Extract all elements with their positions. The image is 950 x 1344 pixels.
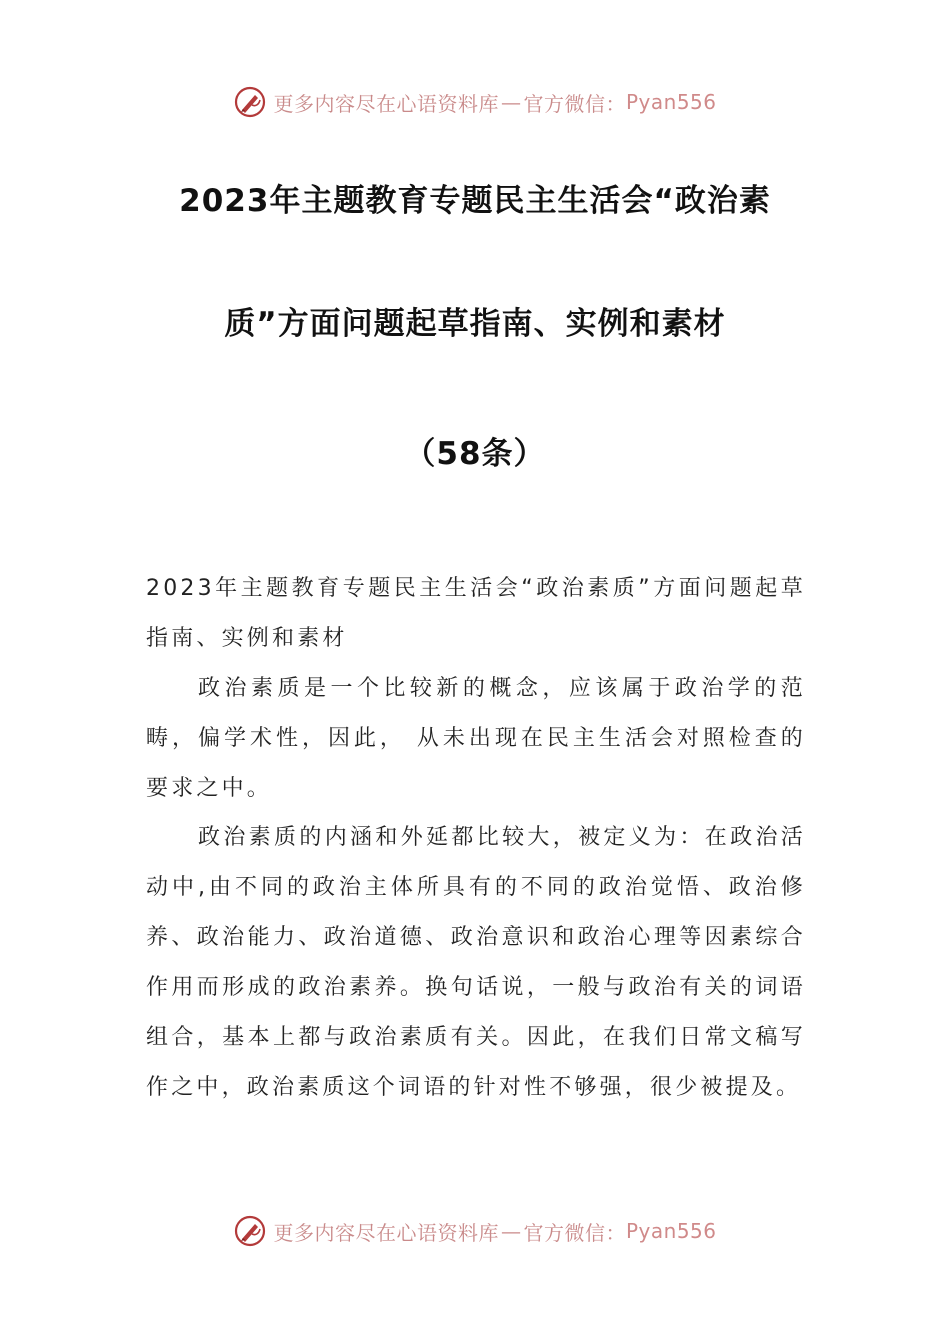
- intro-block: [146, 564, 806, 664]
- header-watermark: [0, 82, 950, 122]
- pen-logo-icon: [233, 1214, 267, 1248]
- body-paragraph-2: 政治素质的内涵和外延都比较大，被定义为：在政治活动中,由不同的政治主体所具有的不同的政治觉悟、政治修养、政治能力、政治道德、政治意识和政治心理等因素综合作用而形成的政治素养。换句话说，一般与政治有关的词语组合，基本上都与政治素质有关。因此，在我们日常文稿写作之中，政治素质这个词语的针对性不够强，很少被提及。: [146, 825, 806, 1100]
- watermark-text: 更多内容尽在心语资料库: [273, 1220, 499, 1245]
- watermark-text: 更多内容尽在心语资料库: [273, 91, 499, 116]
- document-title-line-2: 质”方面问题起草指南、实例和素材: [224, 306, 726, 342]
- watermark-wechat-id: Pyan556: [625, 90, 717, 114]
- document-title-count: （58条）: [404, 436, 546, 472]
- document-title-line-1: 2023年主题教育专题民主生活会“政治素: [179, 183, 771, 219]
- watermark-separator: —: [500, 1219, 522, 1243]
- watermark-wechat-id: Pyan556: [625, 1219, 717, 1243]
- watermark-suffix: 官方微信：: [523, 1220, 626, 1245]
- watermark-separator: —: [500, 90, 522, 114]
- intro-paragraph: 2023年主题教育专题民主生活会“政治素质”方面问题起草指南、实例和素材: [146, 576, 806, 651]
- pen-logo-icon: [233, 85, 267, 119]
- footer-watermark: [0, 1211, 950, 1251]
- paragraph-2-block: [146, 813, 806, 1113]
- paragraph-1-block: [146, 664, 806, 814]
- body-paragraph-1: 政治素质是一个比较新的概念，应该属于政治学的范畴，偏学术性，因此， 从未出现在民主生活会对照检查的要求之中。: [146, 676, 806, 801]
- watermark-suffix: 官方微信：: [523, 91, 626, 116]
